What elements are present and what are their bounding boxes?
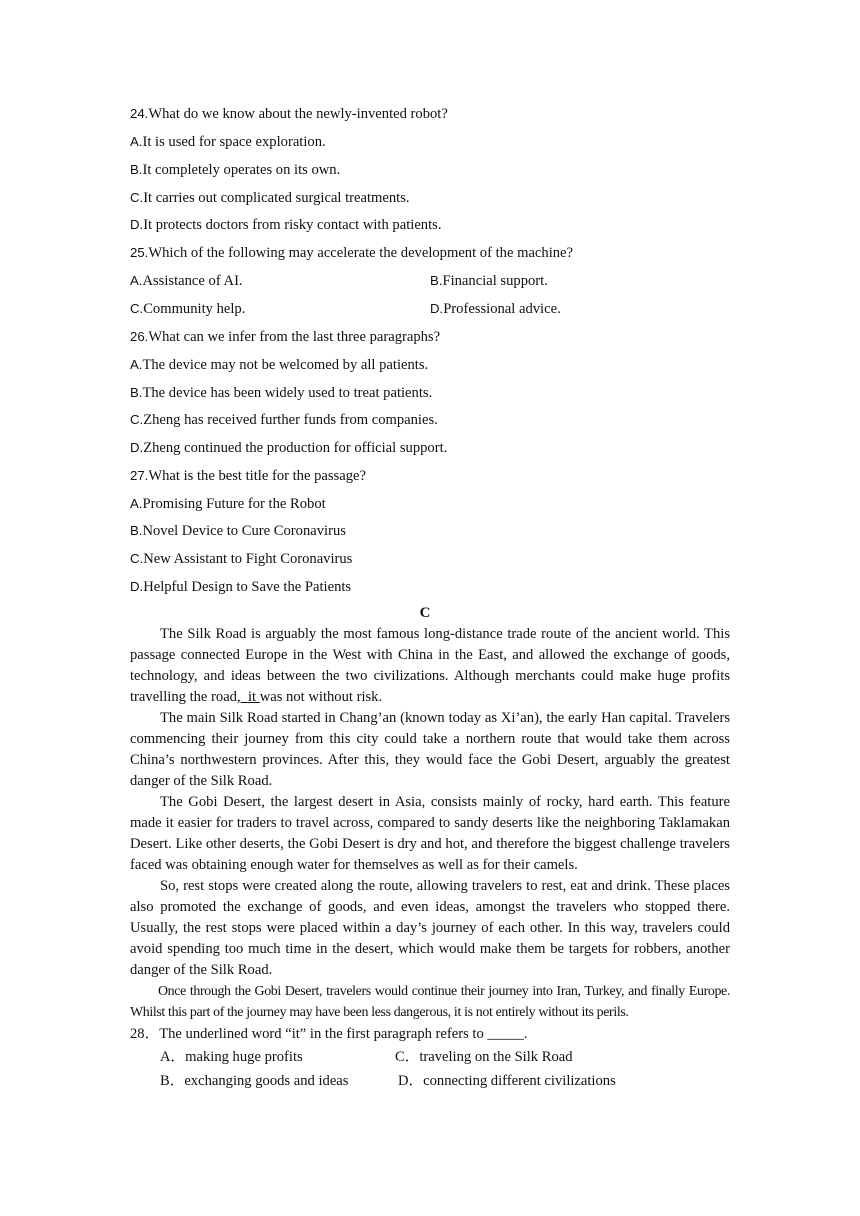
- option-text: New Assistant to Fight Coronavirus: [143, 551, 353, 567]
- option-letter: C.: [130, 551, 144, 566]
- question-26-option-d: [130, 438, 447, 458]
- question-27-option-c: [130, 549, 352, 569]
- question-27-option-a: [130, 494, 326, 514]
- option-letter: C.: [130, 412, 144, 427]
- underlined-word: it: [240, 689, 260, 705]
- option-text: It completely operates on its own.: [142, 162, 341, 178]
- option-text: It protects doctors from risky contact with patients.: [143, 217, 442, 233]
- passage-paragraph-1: [130, 624, 730, 708]
- question-text: What do we know about the newly-invented robot?: [148, 106, 448, 122]
- option-text: Assistance of AI.: [142, 273, 243, 289]
- question-26-option-c: [130, 410, 438, 430]
- question-25-option-c: [130, 299, 245, 319]
- paragraph-text: was not without risk.: [259, 689, 383, 705]
- option-letter: A.: [130, 273, 143, 288]
- option-text: Promising Future for the Robot: [142, 496, 326, 512]
- option-letter: B.: [430, 273, 443, 288]
- question-26-option-b: [130, 383, 432, 403]
- option-letter: D.: [130, 579, 144, 594]
- question-28-stem: 28．The underlined word “it” in the first paragraph refers to _____.: [130, 1026, 528, 1042]
- question-number: 26.: [130, 329, 149, 344]
- question-24-option-a: [130, 132, 326, 152]
- question-24-stem: [130, 104, 448, 124]
- question-26-option-a: [130, 355, 428, 375]
- option-text: Zheng continued the production for official support.: [143, 440, 448, 456]
- question-number: 27.: [130, 468, 149, 483]
- option-letter: D.: [130, 440, 144, 455]
- question-number: 25.: [130, 245, 149, 260]
- option-text: Helpful Design to Save the Patients: [143, 579, 352, 595]
- question-26-stem: [130, 327, 440, 347]
- question-25-option-a: [130, 271, 243, 291]
- option-text: Community help.: [143, 301, 246, 317]
- option-letter: A.: [130, 134, 143, 149]
- option-text: Zheng has received further funds from companies.: [143, 412, 438, 428]
- passage-paragraph-4: So, rest stops were created along the route, allowing travelers to rest, eat and drink. These places also promoted the exchange of goods, and even ideas, amongst the travelers who stopped there. Usually, the rest stops were placed within a day’s journey of each other. In this way, travelers could avoid spending too much time in the desert, which would make them be targets for robbers, another danger of the Silk Road.: [130, 878, 730, 978]
- option-text: The device has been widely used to treat patients.: [142, 385, 433, 401]
- question-25-option-b: [430, 271, 548, 291]
- paragraph-text: The Silk Road is arguably the most famous long-distance trade route of the ancient world. This passage connected Europe in the West with China in the East, and allowed the exchange of goods, technology, and ideas between the two civilizations. Although merchants could make huge profits travelling the road,: [130, 626, 730, 705]
- option-letter: D.: [430, 301, 444, 316]
- question-27-option-b: [130, 521, 346, 541]
- question-28-option-b: B．exchanging goods and ideas: [160, 1073, 349, 1089]
- option-letter: C.: [130, 301, 144, 316]
- question-27-stem: [130, 466, 366, 486]
- question-25-stem: [130, 243, 573, 263]
- question-text: What is the best title for the passage?: [148, 468, 366, 484]
- question-24-option-b: [130, 160, 340, 180]
- section-title: C: [419, 605, 431, 621]
- option-letter: B.: [130, 385, 143, 400]
- question-24-option-c: [130, 188, 410, 208]
- option-letter: A.: [130, 496, 143, 511]
- question-text: Which of the following may accelerate the development of the machine?: [148, 245, 574, 261]
- option-text: Novel Device to Cure Coronavirus: [142, 523, 346, 539]
- option-text: The device may not be welcomed by all patients.: [142, 357, 429, 373]
- passage-paragraph-3: The Gobi Desert, the largest desert in Asia, consists mainly of rocky, hard earth. This feature made it easier for traders to travel across, compared to sandy deserts like the neighboring Taklamakan Desert. Like other deserts, the Gobi Desert is dry and hot, and therefore the biggest challenge travelers faced was obtaining enough water for themselves as well as for their camels.: [130, 794, 730, 873]
- question-text: What can we infer from the last three paragraphs?: [148, 329, 441, 345]
- question-28-option-a: A．making huge profits: [160, 1049, 303, 1065]
- option-letter: A.: [130, 357, 143, 372]
- passage-paragraph-5: Once through the Gobi Desert, travelers would continue their journey into Iran, Turkey, and finally Europe. Whilst this part of the journey may have been less dangerous, it is not entirely without its perils.: [130, 984, 730, 1020]
- question-25-option-d: [430, 299, 561, 319]
- question-28-option-d: D．connecting different civilizations: [398, 1073, 616, 1089]
- option-letter: D.: [130, 217, 144, 232]
- question-24-option-d: [130, 215, 441, 235]
- option-text: Professional advice.: [443, 301, 561, 317]
- question-27-option-d: [130, 577, 351, 597]
- passage-paragraph-2: The main Silk Road started in Chang’an (known today as Xi’an), the early Han capital. Travelers commencing their journey from this city could take a northern route that would take them across China’s northwestern provinces. After this, they would face the Gobi Desert, arguably the greatest danger of the Silk Road.: [130, 710, 730, 789]
- option-text: It is used for space exploration.: [142, 134, 326, 150]
- option-text: Financial support.: [442, 273, 548, 289]
- option-letter: B.: [130, 162, 143, 177]
- option-text: It carries out complicated surgical treatments.: [143, 190, 410, 206]
- option-letter: B.: [130, 523, 143, 538]
- option-letter: C.: [130, 190, 144, 205]
- question-number: 24.: [130, 106, 149, 121]
- question-28-option-c: C．traveling on the Silk Road: [395, 1049, 573, 1065]
